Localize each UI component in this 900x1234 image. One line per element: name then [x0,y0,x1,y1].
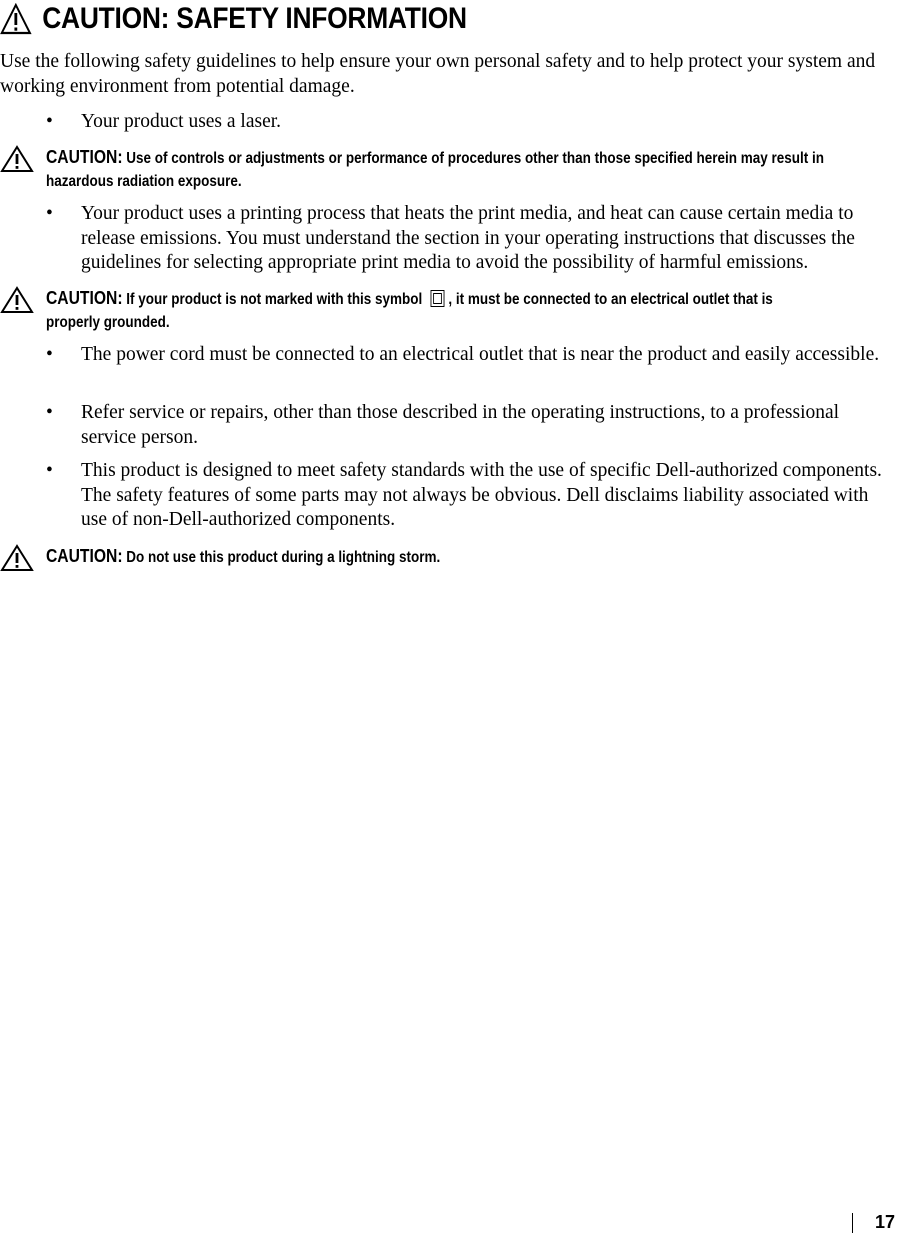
list-item-text: Refer service or repairs, other than those described in the operating instructions, to a professional service person. [81,402,840,448]
warning-triangle-icon [0,286,34,314]
caution-body-after: , it must be connected to an electrical outlet that is properly grounded. [46,291,773,331]
caution-body: Use of controls or adjustments or performance of procedures other than those specified herein may result in hazardous radiation exposure. [46,150,824,190]
warning-triangle-icon [0,544,34,572]
footer-divider [852,1213,853,1233]
list-item-text: Your product uses a printing process that heats the print media, and heat can cause certain media to release emissions. You must understand the section in your operating instructions that discusses the guidelines for selecting appropriate print media to avoid the possibility of harmful emissions. [81,203,855,273]
bullet-marker: • [46,402,53,423]
caution-text [46,545,829,569]
page-footer [852,1212,895,1233]
caution-body-before: If your product is not marked with this symbol [122,291,423,308]
bullet-marker: • [46,460,53,481]
bullet-marker: • [46,344,53,365]
intro-paragraph: Use the following safety guidelines to help ensure your own personal safety and to help protect your system and working environment from potential damage. [0,51,876,97]
list-item-text: The power cord must be connected to an electrical outlet that is near the product and easily accessible. [81,344,880,365]
warning-triangle-icon [0,145,34,173]
caution-label: CAUTION: [46,546,123,566]
caution-text [46,146,829,193]
warning-triangle-icon [0,3,32,35]
bullet-marker: • [46,203,53,224]
section-title: CAUTION: SAFETY INFORMATION [42,2,467,35]
page-number: 17 [875,1212,896,1232]
section-heading [0,2,467,36]
list-item-text: Your product uses a laser. [81,111,282,132]
caution-body: Do not use this product during a lightning storm. [122,549,441,566]
caution-label: CAUTION: [46,147,123,167]
double-insulation-icon [431,290,445,307]
list-item-text: This product is designed to meet safety standards with the use of specific Dell-authorized components. The safety features of some parts may not always be obvious. Dell disclaims liability associated with use of non-Dell-authorized components. [81,460,882,530]
caution-label: CAUTION: [46,288,123,308]
bullet-marker: • [46,111,53,132]
caution-text [46,287,829,334]
